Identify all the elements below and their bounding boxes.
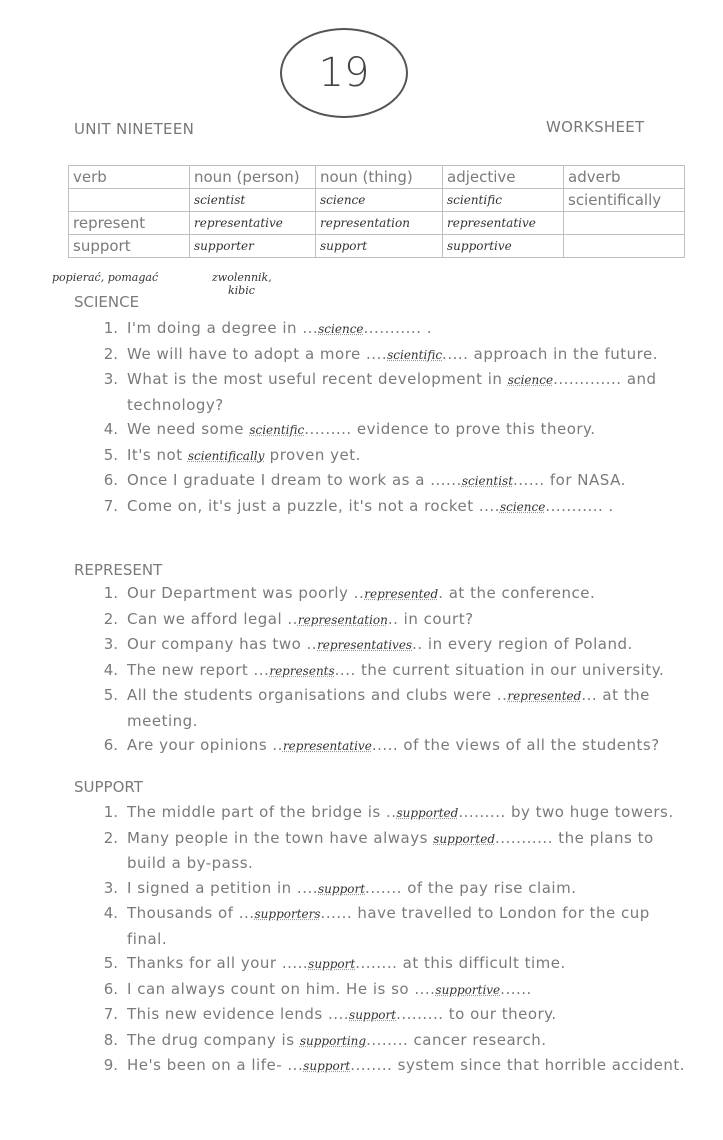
unit-title: UNIT NINETEEN [74, 120, 195, 138]
worksheet-label: WORKSHEET [546, 118, 645, 136]
science-exercise-list [96, 316, 686, 519]
exercise-text: .... the current situation in our university. [334, 660, 665, 679]
table-cell: supportive [443, 235, 564, 258]
exercise-number: 3. [103, 370, 118, 388]
table-cell: supporter [190, 235, 316, 258]
exercise-text: Many people in the town have always [127, 828, 434, 847]
table-cell: representation [316, 212, 443, 235]
table-cell [564, 212, 685, 235]
exercise-number: 3. [103, 878, 118, 897]
table-cell: representative [190, 212, 316, 235]
exercise-item [96, 632, 686, 658]
exercise-text: ....... of the pay rise claim. [365, 878, 577, 897]
exercise-text: It's not [127, 445, 188, 464]
exercise-text: ......... to our theory. [396, 1005, 557, 1023]
handwritten-answer: support [349, 1008, 397, 1022]
exercise-number: 4. [103, 660, 118, 679]
exercise-item [96, 1002, 686, 1028]
exercise-number: 5. [103, 686, 118, 704]
exercise-text: ... at the meeting. [127, 686, 650, 730]
exercise-text: This new evidence lends .... [127, 1005, 350, 1023]
exercise-item [96, 581, 686, 607]
exercise-text: The new report ... [127, 660, 270, 679]
table-cell: scientist [190, 189, 316, 212]
section-title-support: SUPPORT [74, 778, 143, 796]
word-formation-table [68, 165, 685, 258]
exercise-number: 2. [103, 828, 118, 847]
exercise-item [96, 683, 686, 733]
exercise-item [96, 826, 686, 876]
exercise-number: 4. [103, 904, 118, 922]
exercise-item [96, 876, 686, 902]
exercise-number: 6. [103, 471, 118, 489]
table-row [69, 212, 685, 235]
exercise-number: 1. [103, 584, 118, 602]
exercise-item [96, 977, 686, 1003]
exercise-item [96, 800, 686, 826]
table-cell: support [316, 235, 443, 258]
exercise-text: ........ at this difficult time. [355, 954, 566, 972]
handwritten-answer: representative [282, 739, 372, 753]
exercise-text: Once I graduate I dream to work as a ...... [127, 471, 462, 489]
table-cell: science [316, 189, 443, 212]
exercise-text: ..... of the views of all the students? [371, 736, 660, 754]
exercise-text: Thousands of ... [127, 904, 255, 922]
exercise-text: ............. and technology? [127, 370, 657, 414]
section-title-science: SCIENCE [74, 293, 140, 311]
exercise-item [96, 417, 686, 443]
represent-exercise-list [96, 581, 686, 759]
table-header-row [69, 166, 685, 189]
table-cell: scientifically [564, 189, 685, 212]
exercise-item [96, 367, 686, 417]
exercise-number: 1. [103, 319, 118, 337]
handwritten-answer: supported [396, 806, 459, 820]
header-adverb: adverb [564, 166, 685, 189]
handwritten-answer: representation [297, 612, 388, 627]
exercise-text: Our company has two .. [127, 635, 318, 653]
handwritten-answer: science [318, 322, 364, 336]
exercise-text: Thanks for all your ..... [127, 954, 309, 972]
table-row [69, 235, 685, 258]
exercise-number: 2. [103, 609, 118, 628]
table-cell [564, 235, 685, 258]
exercise-number: 6. [103, 736, 118, 754]
header-noun-person: noun (person) [190, 166, 316, 189]
handwritten-answer: supportive [435, 982, 501, 997]
exercise-number: 5. [103, 954, 118, 972]
exercise-item [96, 443, 686, 469]
exercise-text: We need some [127, 420, 250, 438]
exercise-number: 7. [103, 496, 118, 515]
handwritten-answer: scientific [249, 423, 305, 437]
exercise-text: I can always count on him. He is so .... [127, 979, 436, 998]
exercise-text: ......... evidence to prove this theory. [304, 420, 596, 438]
exercise-item [96, 1028, 686, 1054]
handwritten-answer: support [308, 957, 356, 971]
handwritten-answer: represents [269, 663, 335, 678]
handwritten-answer: representatives [317, 638, 413, 652]
exercise-item [96, 468, 686, 494]
exercise-text: All the students organisations and clubs were .. [127, 686, 508, 704]
table-cell: scientific [443, 189, 564, 212]
handwritten-answer: represented [507, 689, 582, 703]
exercise-text: What is the most useful recent development in [127, 370, 508, 388]
exercise-text: ........... the plans to build a by-pass. [127, 828, 654, 872]
exercise-number: 9. [103, 1056, 118, 1074]
exercise-item [96, 1053, 686, 1079]
table-cell: support [69, 235, 190, 258]
table-cell: representative [443, 212, 564, 235]
exercise-text: ...... [500, 979, 532, 998]
handwritten-answer: supporters [254, 907, 321, 921]
exercise-text: ........... . [545, 496, 614, 515]
handwritten-answer: scientifically [187, 448, 265, 463]
exercise-text: .. in court? [387, 609, 474, 628]
table-cell [69, 189, 190, 212]
exercise-text: proven yet. [264, 445, 361, 464]
header-verb: verb [69, 166, 190, 189]
table-cell: represent [69, 212, 190, 235]
exercise-text: ...... for NASA. [513, 471, 626, 489]
handwritten-answer: science [507, 373, 554, 387]
exercise-number: 1. [103, 803, 118, 821]
exercise-number: 5. [103, 445, 118, 464]
exercise-text: .. in every region of Poland. [412, 635, 633, 653]
handwritten-answer: support [303, 1059, 351, 1073]
handwritten-answer: support [318, 881, 366, 896]
exercise-item [96, 607, 686, 633]
exercise-text: Can we afford legal .. [127, 609, 298, 628]
handwritten-answer: supporting [299, 1033, 367, 1048]
header-adjective: adjective [443, 166, 564, 189]
exercise-item [96, 951, 686, 977]
exercise-text: Our Department was poorly .. [127, 584, 365, 602]
handwritten-note: zwolennik, [212, 271, 272, 284]
exercise-text: ........ cancer research. [366, 1030, 547, 1049]
exercise-number: 3. [103, 635, 118, 653]
exercise-text: ..... approach in the future. [442, 344, 658, 363]
table-row [69, 189, 685, 212]
handwritten-note: popierać, pomagać [52, 271, 159, 284]
handwritten-answer: scientific [387, 347, 443, 362]
exercise-text: ...... have travelled to London for the cup final. [127, 904, 650, 948]
exercise-text: Are your opinions .. [127, 736, 283, 754]
exercise-text: I'm doing a degree in ... [127, 319, 319, 337]
exercise-text: We will have to adopt a more .... [127, 344, 388, 363]
exercise-text: ........ system since that horrible accident. [350, 1056, 686, 1074]
exercise-item [96, 342, 686, 368]
header-noun-thing: noun (thing) [316, 166, 443, 189]
exercise-item [96, 658, 686, 684]
exercise-text: He's been on a life- ... [127, 1056, 304, 1074]
exercise-text: The drug company is [127, 1030, 300, 1049]
section-title-represent: REPRESENT [74, 561, 163, 579]
exercise-item [96, 733, 686, 759]
exercise-number: 8. [103, 1030, 118, 1049]
exercise-text: ........... . [363, 319, 433, 337]
support-exercise-list [96, 800, 686, 1079]
exercise-number: 2. [103, 344, 118, 363]
exercise-number: 7. [103, 1005, 118, 1023]
handwritten-answer: supported [433, 831, 496, 846]
exercise-text: ......... by two huge towers. [458, 803, 674, 821]
exercise-item [96, 316, 686, 342]
exercise-number: 4. [103, 420, 118, 438]
handwritten-note: kibic [228, 284, 255, 297]
exercise-item [96, 494, 686, 520]
handwritten-answer: scientist [461, 474, 514, 488]
exercise-item [96, 901, 686, 951]
handwritten-answer: represented [364, 587, 439, 601]
exercise-text: The middle part of the bridge is .. [127, 803, 397, 821]
exercise-number: 6. [103, 979, 118, 998]
exercise-text: Come on, it's just a puzzle, it's not a rocket .... [127, 496, 500, 515]
page-number-circle: 19 [280, 28, 408, 118]
handwritten-answer: science [499, 499, 546, 514]
exercise-text: I signed a petition in .... [127, 878, 318, 897]
exercise-text: . at the conference. [438, 584, 596, 602]
